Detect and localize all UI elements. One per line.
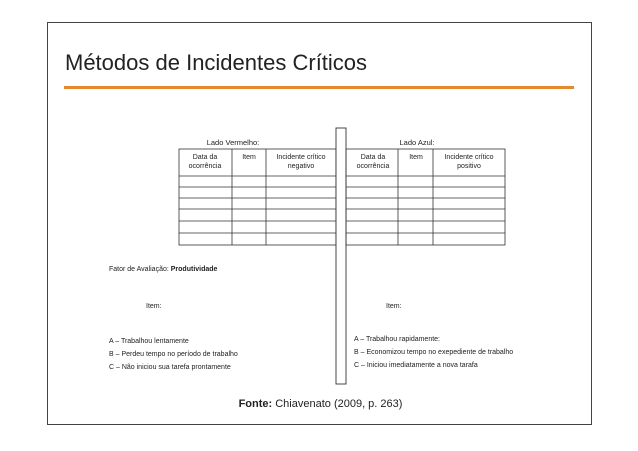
- left-item-label: Item:: [146, 303, 162, 310]
- source-caption: [48, 398, 593, 410]
- factor-label-text: Fator de Avaliação:: [109, 266, 169, 273]
- left-col-incident-line2: negativo: [287, 163, 315, 170]
- right-col-incident-line2: positivo: [457, 163, 481, 170]
- slide: [47, 22, 592, 425]
- left-col-item: Item: [242, 154, 256, 161]
- left-col-date-line1: Data da: [192, 154, 218, 161]
- left-option-b: B – Perdeu tempo no período de trabalho: [109, 351, 238, 358]
- right-col-date-line2: ocorrência: [356, 163, 390, 170]
- right-option-b: B – Economizou tempo no exepediente de trabalho: [354, 349, 514, 356]
- right-col-incident-line1: Incidente crítico: [444, 154, 494, 161]
- right-option-c: C – Iniciou imediatamente a nova tarafa: [354, 362, 478, 369]
- center-divider: [336, 128, 346, 384]
- left-col-incident-line1: Incidente crítico: [276, 154, 326, 161]
- factor-value: Produtividade: [170, 266, 218, 273]
- right-option-a: A – Trabalhou rapidamente:: [354, 336, 441, 343]
- right-heading: Lado Azul:: [399, 138, 435, 147]
- left-option-c: C – Não iniciou sua tarefa prontamente: [109, 364, 231, 371]
- right-col-item: Item: [409, 154, 423, 161]
- factor-label: [109, 266, 218, 273]
- source-label: Fonte:: [238, 398, 273, 410]
- slide-title: Métodos de Incidentes Críticos: [65, 50, 368, 75]
- source-text: Chiavenato (2009, p. 263): [275, 398, 403, 410]
- right-item-label: Item:: [386, 303, 402, 310]
- critical-incidents-figure: [48, 23, 593, 426]
- left-option-a: A – Trabalhou lentamente: [109, 338, 189, 345]
- left-col-date-line2: ocorrência: [188, 163, 222, 170]
- left-heading: Lado Vermelho:: [206, 138, 260, 147]
- right-col-date-line1: Data da: [360, 154, 386, 161]
